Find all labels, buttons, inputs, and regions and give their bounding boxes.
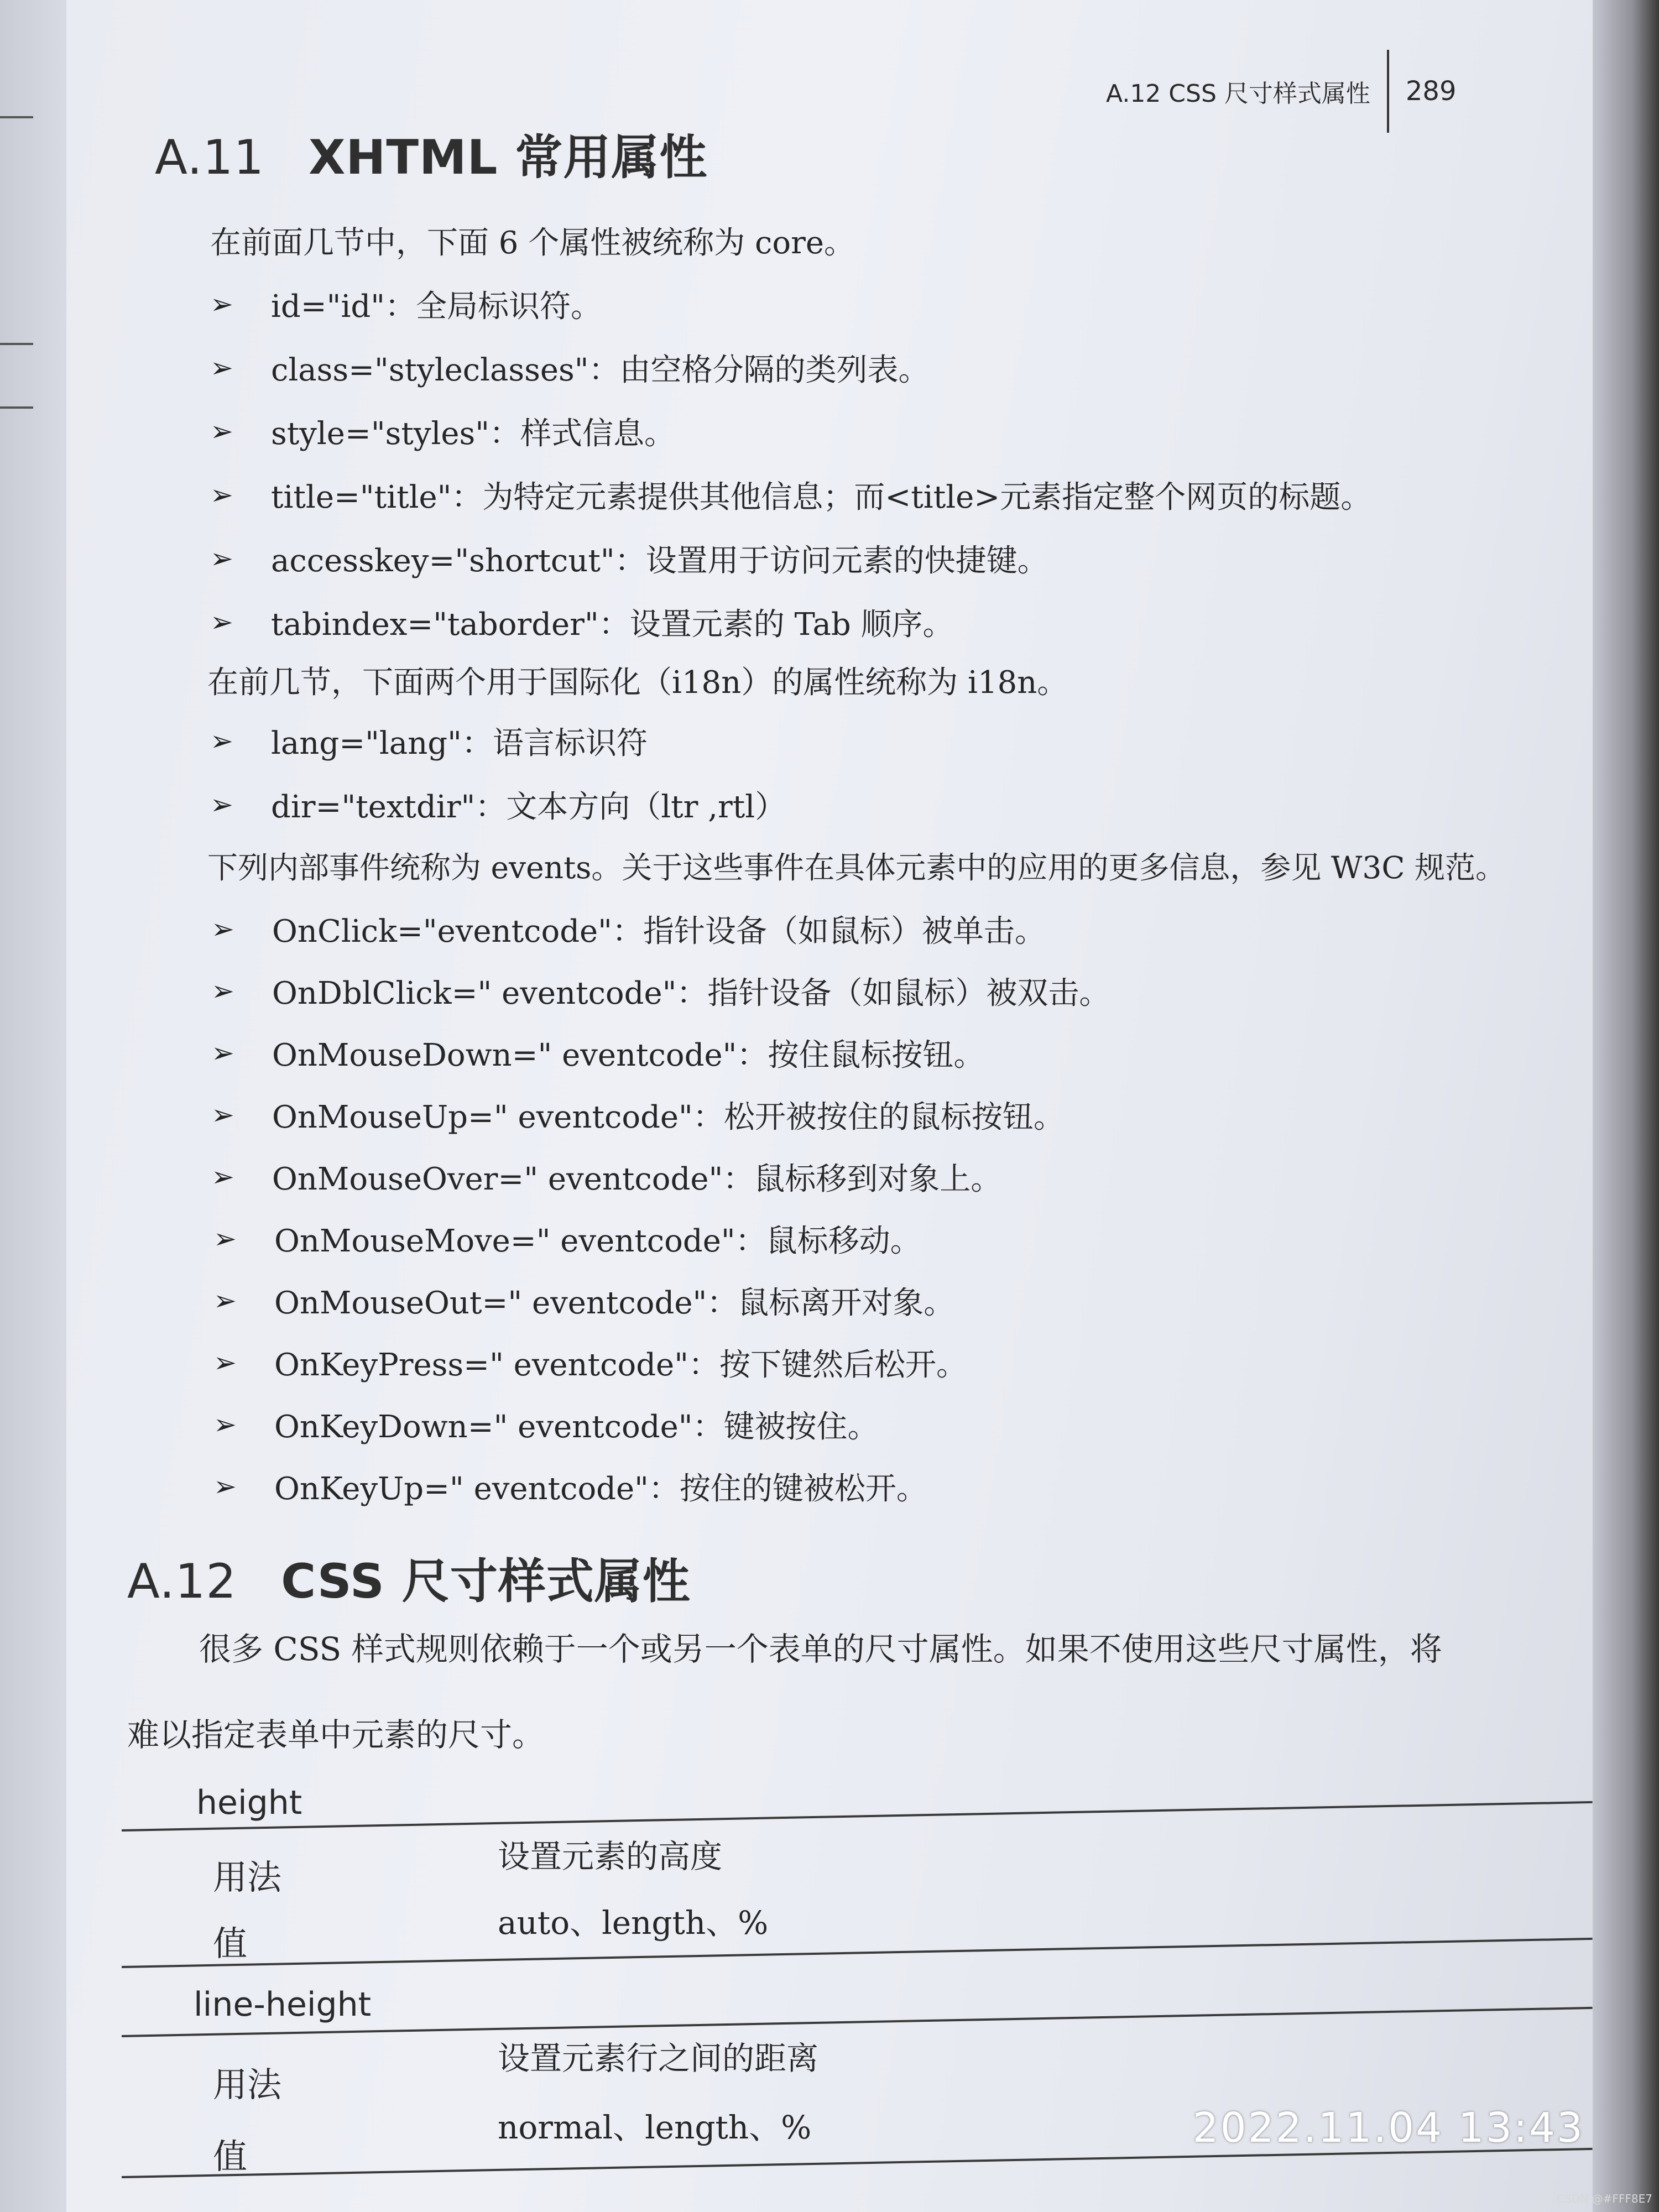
page-stack-edge — [1593, 0, 1659, 2212]
running-head-divider — [1387, 50, 1389, 133]
section-heading-a11 — [155, 119, 707, 187]
list-item: ➢ OnMouseUp=" eventcode"：松开被按住的鼠标按钮。 — [211, 1099, 1065, 1135]
bullet-arrow-icon: ➢ — [210, 725, 233, 757]
usage-value: 设置元素的高度 — [498, 1838, 723, 1875]
page-number: 289 — [1405, 76, 1457, 107]
list-item: ➢ tabindex="taborder"：设置元素的 Tab 顺序。 — [210, 606, 954, 643]
list-item: ➢ OnKeyDown=" eventcode"：键被按住。 — [213, 1408, 879, 1445]
list-item: ➢ OnMouseDown=" eventcode"：按住鼠标按钮。 — [211, 1037, 985, 1073]
photo-timestamp: 2022.11.04 13:43 — [1192, 2104, 1584, 2152]
bullet-arrow-icon: ➢ — [213, 1470, 237, 1503]
value-value: auto、length、% — [498, 1904, 769, 1942]
list-item: ➢ OnKeyUp=" eventcode"：按住的键被松开。 — [213, 1470, 927, 1507]
watermark: CSDN @#FFF8E7 — [1557, 2192, 1652, 2205]
a12-intro-line2: 难以指定表单中元素的尺寸。 — [127, 1716, 545, 1754]
a12-intro-line1: 很多 CSS 样式规则依赖于一个或另一个表单的尺寸属性。如果不使用这些尺寸属性，将 — [199, 1630, 1442, 1668]
table-rule — [122, 1801, 1593, 1832]
property-name: height — [196, 1783, 302, 1822]
bullet-arrow-icon: ➢ — [211, 913, 234, 945]
list-item: ➢ OnMouseOut=" eventcode"：鼠标离开对象。 — [213, 1285, 955, 1321]
list-item: ➢ accesskey="shortcut"：设置用于访问元素的快捷键。 — [210, 542, 1048, 579]
list-item: ➢ OnKeyPress=" eventcode"：按下键然后松开。 — [213, 1347, 967, 1383]
usage-label: 用法 — [213, 1857, 282, 1897]
usage-value: 设置元素行之间的距离 — [498, 2039, 819, 2077]
list-item: ➢ title="title"：为特定元素提供其他信息；而<title>元素指定整个网页的标题。 — [210, 479, 1372, 515]
list-item: ➢ OnMouseMove=" eventcode"：鼠标移动。 — [213, 1223, 921, 1259]
table-rule — [122, 2148, 1593, 2178]
bullet-arrow-icon: ➢ — [213, 1223, 237, 1255]
bullet-arrow-icon: ➢ — [210, 542, 233, 575]
section-number: A.12 — [127, 1554, 237, 1609]
list-item: ➢ OnMouseOver=" eventcode"：鼠标移到对象上。 — [211, 1161, 1002, 1197]
bullet-arrow-icon: ➢ — [210, 288, 233, 320]
list-item: ➢ lang="lang"：语言标识符 — [210, 725, 648, 761]
bullet-arrow-icon: ➢ — [213, 1408, 237, 1441]
bullet-arrow-icon: ➢ — [211, 975, 234, 1007]
list-item: ➢ class="styleclasses"：由空格分隔的类列表。 — [210, 352, 930, 388]
value-label: 值 — [213, 1923, 248, 1964]
bullet-arrow-icon: ➢ — [210, 415, 233, 447]
bullet-arrow-icon: ➢ — [210, 352, 233, 384]
value-label: 值 — [213, 2136, 248, 2177]
section-number: A.11 — [155, 130, 265, 185]
list-item: ➢ OnDblClick=" eventcode"：指针设备（如鼠标）被双击。 — [211, 975, 1110, 1011]
bullet-arrow-icon: ➢ — [211, 1037, 234, 1069]
value-value: normal、length、% — [498, 2109, 812, 2146]
property-name: line-height — [194, 1985, 372, 2024]
list-item: ➢ style="styles"：样式信息。 — [210, 415, 676, 452]
bullet-arrow-icon: ➢ — [211, 1161, 234, 1193]
bullet-arrow-icon: ➢ — [210, 789, 233, 821]
table-rule — [122, 1938, 1593, 1968]
section-title: CSS 尺寸样式属性 — [281, 1554, 691, 1609]
bullet-arrow-icon: ➢ — [211, 1099, 234, 1131]
core-intro: 在前面几节中，下面 6 个属性被统称为 core。 — [210, 225, 855, 261]
list-item: ➢ id="id"：全局标识符。 — [210, 288, 602, 325]
section-heading-a12 — [127, 1543, 691, 1611]
bullet-arrow-icon: ➢ — [210, 606, 233, 638]
events-intro: 下列内部事件统称为 events。关于这些事件在具体元素中的应用的更多信息，参见 W3C 规范。 — [207, 850, 1506, 885]
bullet-arrow-icon: ➢ — [210, 479, 233, 511]
book-page — [66, 0, 1637, 2212]
bullet-arrow-icon: ➢ — [213, 1347, 237, 1379]
i18n-intro: 在前几节，下面两个用于国际化（i18n）的属性统称为 i18n。 — [207, 665, 1068, 701]
list-item: ➢ dir="textdir"：文本方向（ltr ,rtl） — [210, 789, 786, 825]
bullet-arrow-icon: ➢ — [213, 1285, 237, 1317]
running-head — [1106, 58, 1526, 124]
list-item: ➢ OnClick="eventcode"：指针设备（如鼠标）被单击。 — [211, 913, 1046, 950]
running-head-section: A.12 CSS 尺寸样式属性 — [1106, 80, 1370, 108]
usage-label: 用法 — [213, 2064, 282, 2105]
section-title: XHTML 常用属性 — [309, 130, 708, 185]
